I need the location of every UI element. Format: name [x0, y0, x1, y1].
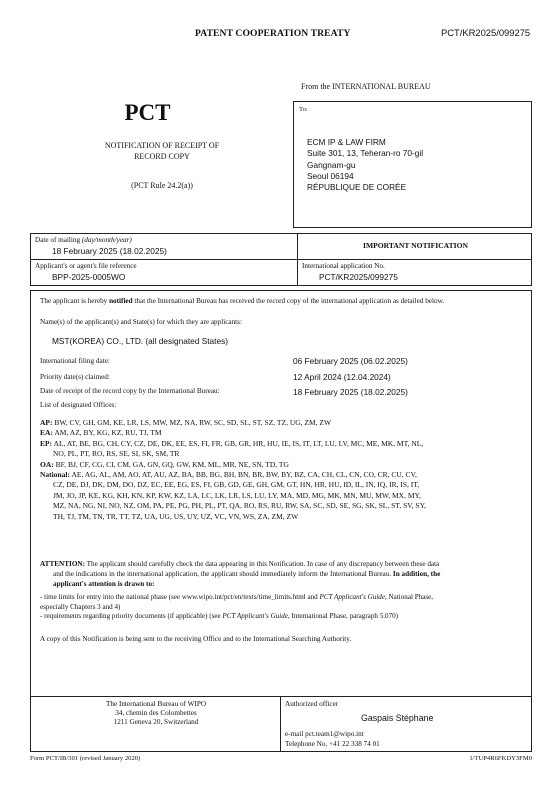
important-notification-box: [297, 233, 532, 260]
application-reference: PCT/KR2025/099275: [441, 27, 531, 38]
office-states: BF, BJ, CF, CG, CI, CM, GA, GN, GQ, GW, KM, ML, MR, NE, SN, TD, TG: [55, 459, 289, 469]
office-group-national: [40, 470, 528, 480]
filing-date-label: International filing date:: [40, 357, 110, 365]
date-of-mailing-label: [35, 236, 132, 244]
bureau-address: [31, 700, 281, 727]
designated-offices-label: List of designated Offices:: [40, 401, 117, 409]
requirement-item: [40, 593, 528, 603]
requirement-text: - time limits for entry into the national phase (see www.wipo.int/pct/en/texts/time_limits.html and: [40, 593, 320, 601]
applicant-names-label: Name(s) of the applicant(s) and State(s) for which they are applicants:: [40, 318, 242, 326]
authorized-officer-name: Gaspais Stéphane: [361, 713, 434, 723]
file-reference-label: Applicant's or agent's file reference: [35, 262, 137, 270]
officer-telephone: Telephone No. +41 22 338 74 01: [285, 740, 380, 748]
office-states: MZ, NA, NG, NI, NO, NZ, OM, PA, PE, PG, PH, PL, PT, QA, RO, RS, RU, RW, SA, SC, SD, SE, SG, SK, SL, ST, SV, SY,: [53, 501, 426, 511]
intro-text: [40, 297, 444, 305]
to-label: To:: [299, 106, 308, 113]
office-states: BW, CV, GH, GM, KE, LR, LS, MW, MZ, NA, RW, SC, SD, SL, ST, SZ, TZ, UG, ZM, ZW: [54, 418, 332, 427]
date-format-hint: (day/month/year): [81, 236, 132, 244]
attention-text-bold: In addition, the: [392, 570, 441, 578]
attention-text: and the indications in the international application, the applicant should immediately inform the International Bureau.: [53, 570, 393, 578]
address-line: ECM IP & LAW FIRM: [307, 137, 386, 147]
intro-text-pre: The applicant is hereby: [40, 297, 110, 305]
record-copy-receipt-value: 18 February 2025 (18.02.2025): [293, 387, 408, 397]
bureau-address-line: The International Bureau of WIPO: [105, 700, 207, 708]
bureau-address-line: 34, chemin des Colombettes: [115, 709, 197, 717]
date-of-mailing-caption: Date of mailing: [35, 236, 81, 244]
attention-line: [40, 559, 528, 569]
office-code: National:: [40, 470, 70, 480]
office-code: EA:: [40, 428, 53, 438]
applicant-name: MST(KOREA) CO., LTD. (all designated States): [52, 336, 228, 346]
office-group-national-cont: [40, 512, 528, 522]
attention-label: ATTENTION:: [40, 560, 85, 568]
designated-offices-list: [40, 418, 528, 522]
office-states: NO, PL, PT, RO, RS, SE, SI, SK, SM, TR: [53, 449, 180, 459]
filing-date-value: 06 February 2025 (06.02.2025): [293, 356, 408, 366]
file-reference-value: BPP-2025-0005WO: [52, 272, 126, 282]
requirement-text: , International Phase, paragraph 5.070): [287, 612, 399, 620]
document-code: 1/TUP4R6FKDY3FM0: [469, 755, 532, 762]
from-line: From the INTERNATIONAL BUREAU: [301, 82, 431, 91]
main-content-box: [30, 290, 532, 697]
office-group-national-cont: [40, 491, 528, 501]
requirement-text: , National Phase,: [385, 593, 434, 601]
office-group-ep: [40, 439, 528, 449]
notification-title-line2: RECORD COPY: [134, 152, 190, 161]
attention-line: [40, 569, 528, 579]
address-line: RÉPUBLIQUE DE CORÉE: [307, 182, 407, 193]
office-states: CZ, DE, DJ, DK, DM, DO, DZ, EC, EE, EG, ES, FI, GB, GD, GE, GH, GM, GT, HN, HR, HU, ID, IL, IN, IQ, IR, IS, IT,: [53, 480, 420, 490]
address-line: Gangnam-gu: [307, 159, 356, 170]
international-application-box: [297, 260, 532, 286]
pct-rule: (PCT Rule 24.2(a)): [131, 181, 193, 190]
office-states: AM, AZ, BY, KG, KZ, RU, TJ, TM: [54, 428, 162, 438]
priority-date-value: 12 April 2024 (12.04.2024): [293, 372, 391, 382]
guide-reference: PCT Applicant's Guide: [319, 593, 385, 601]
form-number: Form PCT/IB/301 (revised January 2020): [30, 755, 141, 762]
office-code: AP:: [40, 418, 53, 427]
office-states: TH, TJ, TM, TN, TR, TT, TZ, UA, UG, US, UY, UZ, VC, VN, WS, ZA, ZM, ZW: [53, 511, 299, 521]
bureau-address-line: 1211 Geneva 20, Switzerland: [113, 718, 199, 726]
office-code: EP:: [40, 438, 53, 448]
intro-text-notified: notified: [109, 297, 133, 305]
international-application-value: PCT/KR2025/099275: [319, 272, 398, 282]
attention-text-bold: applicant's attention is drawn to:: [53, 580, 155, 588]
address-line: Seoul 06194: [307, 170, 354, 181]
attention-paragraph: [40, 559, 528, 589]
intro-text-post: that the International Bureau has received the record copy of the international application as detailed below.: [132, 297, 445, 305]
office-group-ep-cont: [40, 449, 528, 459]
authorized-officer-label: Authorized officer: [285, 700, 339, 708]
office-group-national-cont: [40, 501, 528, 511]
international-application-label: International application No.: [302, 262, 385, 270]
file-reference-box: [30, 260, 297, 286]
office-group-ea: [40, 428, 528, 438]
address-line: Suite 301, 13, Teheran-ro 70-gil: [307, 148, 424, 159]
notification-title: [0, 140, 324, 162]
requirement-item: [40, 612, 528, 622]
priority-date-label: Priority date(s) claimed:: [40, 373, 110, 381]
requirement-text: - requirements regarding priority documents (if applicable) (see: [40, 612, 223, 620]
office-group-oa: [40, 460, 528, 470]
copy-note: A copy of this Notification is being sent to the receiving Office and to the International Searching Authority.: [40, 635, 352, 643]
office-code: OA:: [40, 459, 54, 469]
office-states: JM, JO, JP, KE, KG, KH, KN, KP, KW, KZ, LA, LC, LK, LR, LS, LU, LY, MA, MD, MG, MK, MN, MU, MW, MX, MY,: [53, 490, 421, 500]
guide-reference: PCT Applicant's Guide: [222, 612, 288, 620]
requirements-list: [40, 593, 528, 622]
date-of-mailing-box: [30, 233, 297, 260]
office-group-national-cont: [40, 480, 528, 490]
bureau-address-box: [30, 697, 280, 752]
attention-text: The applicant should carefully check the data appearing in this Notification. In case of any discrepancy between these data: [85, 560, 440, 568]
officer-email: e-mail pct.team1@wipo.int: [285, 730, 364, 738]
office-group-ap: [40, 418, 528, 428]
authorized-officer-box: [280, 697, 532, 752]
notification-title-line1: NOTIFICATION OF RECEIPT OF: [104, 141, 220, 150]
pct-heading: PCT: [124, 100, 171, 125]
date-of-mailing-value: 18 February 2025 (18.02.2025): [52, 246, 167, 256]
addressee-box: [293, 101, 532, 228]
document-title: PATENT COOPERATION TREATY: [195, 28, 351, 39]
office-states: AL, AT, BE, BG, CH, CY, CZ, DE, DK, EE, ES, FI, FR, GB, GR, HR, HU, IE, IS, IT, LT, LU, LV, MC, ME, MK, MT, NL,: [53, 438, 424, 448]
important-notification-title: IMPORTANT NOTIFICATION: [363, 241, 468, 250]
requirement-item-cont: especially Chapters 3 and 4): [40, 602, 121, 611]
record-copy-receipt-label: Date of receipt of the record copy by the International Bureau:: [40, 387, 220, 395]
office-states: AE, AG, AL, AM, AO, AT, AU, AZ, BA, BB, BG, BH, BN, BR, BW, BY, BZ, CA, CH, CL, CN, CO, CR, CU, CV,: [71, 470, 417, 480]
addressee-address: [307, 137, 423, 193]
